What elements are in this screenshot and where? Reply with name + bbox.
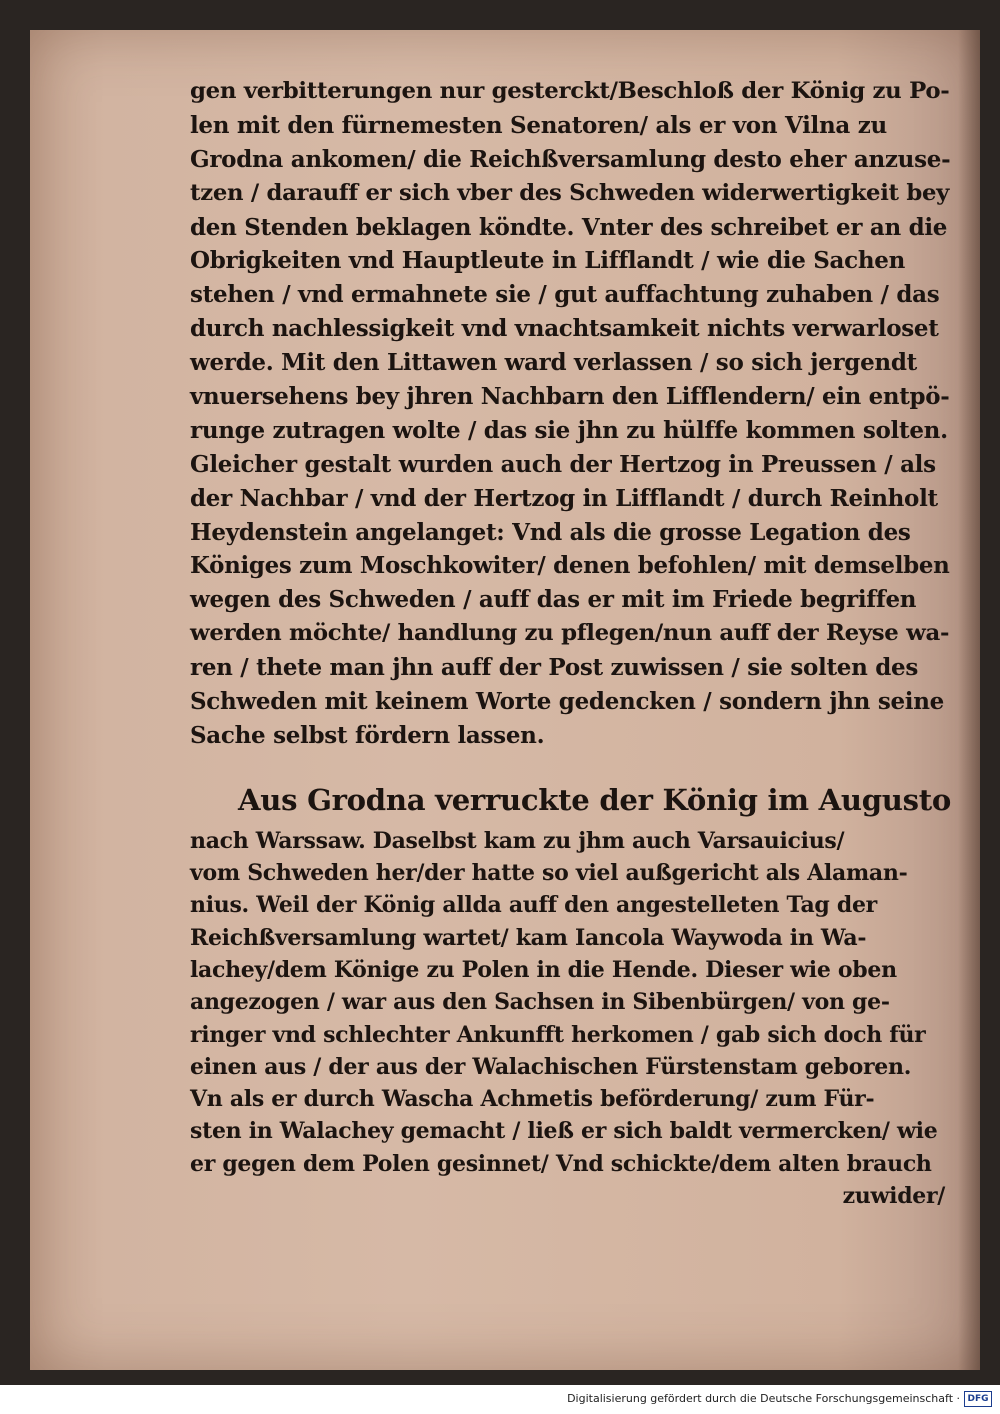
text-line-initial: Aus Grodna verruckte der König im Augusto [238,782,952,817]
text-line: lachey/dem Könige zu Polen in die Hende. Dieser wie oben [190,957,897,983]
text-line: ringer vnd schlechter Ankunfft herkomen / gab sich doch für [190,1021,926,1048]
text-line: Gleicher gestalt wurden auch der Hertzog in Preussen / als [190,450,936,478]
text-line: Obrigkeiten vnd Hauptleute in Lifflandt / wie die Sachen [190,247,906,275]
text-line: Schweden mit keinem Worte gedencken / sondern jhn seine [190,688,944,716]
text-line: Heydenstein angelanget: Vnd als die grosse Legation des [190,518,911,546]
text-line: sten in Walachey gemacht / ließ er sich baldt vermercken/ wie [190,1118,938,1145]
text-line: er gegen dem Polen gesinnet/ Vnd schickte/dem alten brauch [190,1150,932,1177]
text-line: Königes zum Moschkowiter/ denen befohlen/ mit demselben [190,552,950,580]
text-line: nius. Weil der König allda auff den angestelleten Tag der [190,892,877,919]
text-line: werden möchte/ handlung zu pflegen/nun auff der Reyse wa- [190,620,950,647]
text-line: vom Schweden her/der hatte so viel außgericht als Alaman- [190,860,908,887]
text-line: vnuersehens bey jhren Nachbarn den Lifflendern/ ein entpö- [190,383,950,411]
text-line: der Nachbar / vnd der Hertzog in Lifflandt / durch Reinholt [190,484,938,512]
text-line: Vn als er durch Wascha Achmetis beförderung/ zum Für- [190,1086,875,1113]
page-gutter-shadow [958,30,980,1370]
text-line: angezogen / war aus den Sachsen in Sibenbürgen/ von ge- [190,989,890,1016]
text-line: Grodna ankomen/ die Reichßversamlung desto eher anzuse- [190,145,951,173]
text-line: runge zutragen wolte / das sie jhn zu hülffe kommen solten. [190,416,948,444]
text-line: einen aus / der aus der Walachischen Fürstenstam geboren. [190,1053,912,1080]
text-line: len mit den fürnemesten Senatoren/ als er von Vilna zu [190,111,887,139]
text-line: nach Warssaw. Daselbst kam zu jhm auch Varsauicius/ [190,827,845,854]
text-line: Sache selbst fördern lassen. [190,721,545,749]
footer-credit: Digitalisierung gefördert durch die Deutsche Forschungsgemeinschaft · [567,1392,960,1405]
text-line: Reichßversamlung wartet/ kam Iancola Waywoda in Wa- [190,924,867,951]
text-line: den Stenden beklagen köndte. Vnter des schreibet er an die [190,213,948,241]
text-line: werde. Mit den Littawen ward verlassen / so sich jergendt [190,349,917,377]
paragraph-2 [190,775,955,1213]
text-line: wegen des Schweden / auff das er mit im Friede begriffen [190,586,917,614]
page-text [190,75,955,1212]
text-line: durch nachlessigkeit vnd vnachtsamkeit nichts verwarloset [190,315,939,343]
dfg-logo-icon: DFG [964,1391,992,1407]
text-line: tzen / darauff er sich vber des Schweden widerwertigkeit bey [190,179,950,206]
text-line: ren / thete man jhn auff der Post zuwissen / sie solten des [190,654,919,682]
footer-bar [0,1385,1000,1414]
paragraph-1 [190,75,955,753]
text-line: stehen / vnd ermahnete sie / gut auffachtung zuhaben / das [190,281,940,309]
catchword: zuwider/ [842,1183,945,1210]
text-line: gen verbitterungen nur gesterckt/Beschloß der König zu Po- [190,78,950,104]
